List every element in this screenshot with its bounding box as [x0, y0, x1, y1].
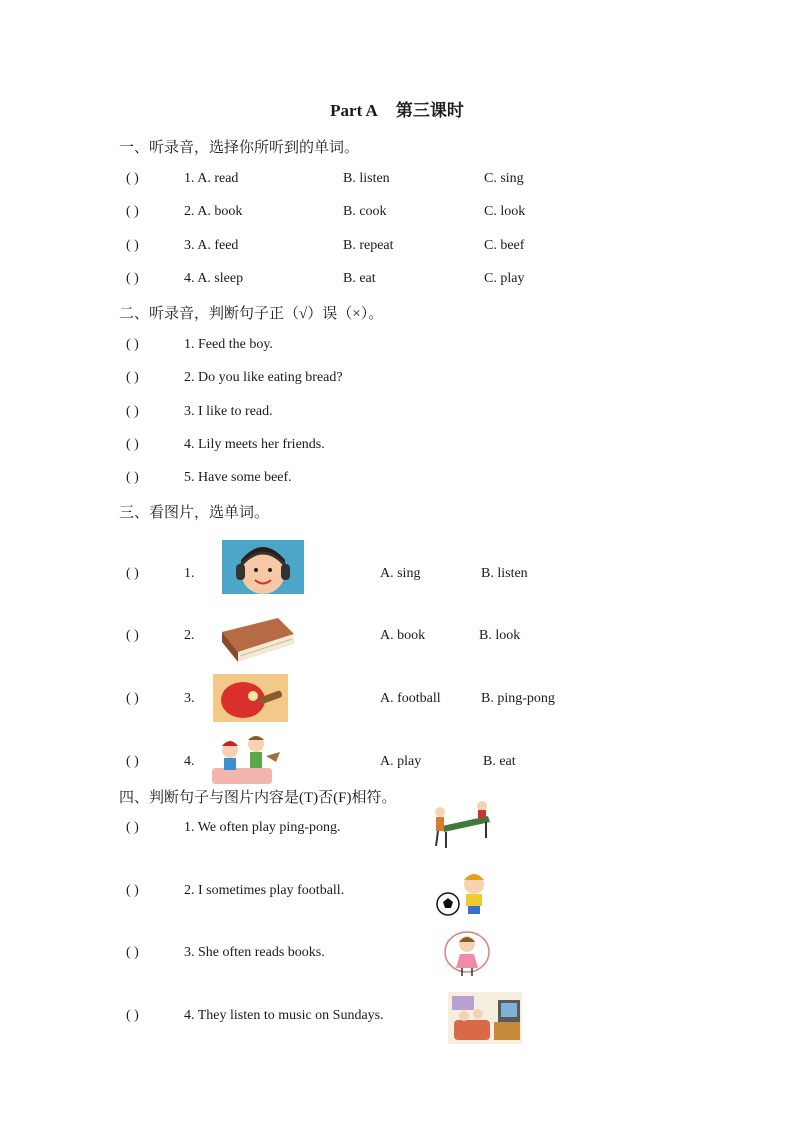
s1-q4-option-c: C. play — [484, 271, 525, 286]
girl-jump-rope-icon — [442, 930, 492, 980]
s1-question-3: ( ) 3. A. feed — [126, 238, 239, 253]
section-3-heading: 三、看图片，选单词。 — [119, 505, 270, 521]
ping-pong-paddle-icon — [213, 674, 288, 722]
s3-q1-option-b: B. listen — [481, 566, 528, 581]
s1-q2-option-c: C. look — [484, 204, 526, 219]
s1-question-4: ( ) 4. A. sleep — [126, 271, 244, 286]
s1-question-1: ( ) 1. A. read — [126, 171, 239, 186]
section-4-heading: 四、判断句子与图片内容是(T)否(F)相符。 — [119, 790, 397, 806]
ping-pong-table-icon — [430, 800, 492, 854]
s3-question-1: ( ) 1. — [126, 566, 195, 581]
s4-question-4: ( ) 4. They listen to music on Sundays. — [126, 1008, 384, 1023]
s1-q1-option-c: C. sing — [484, 171, 524, 186]
s1-q4-option-b: B. eat — [343, 271, 376, 286]
s1-question-2: ( ) 2. A. book — [126, 204, 243, 219]
section-1-heading: 一、听录音，选择你所听到的单词。 — [119, 140, 360, 156]
s3-q4-option-b: B. eat — [483, 754, 516, 769]
s3-question-4: ( ) 4. — [126, 754, 195, 769]
girl-headphones-icon — [222, 540, 304, 594]
s2-question-2: ( ) 2. Do you like eating bread? — [126, 370, 343, 385]
s3-q1-option-a: A. sing — [380, 566, 421, 581]
page-title: Part A 第三课时 — [330, 101, 464, 120]
s1-q2-option-b: B. cook — [343, 204, 387, 219]
s2-question-4: ( ) 4. Lily meets her friends. — [126, 437, 325, 452]
family-tv-icon — [448, 992, 522, 1044]
s2-question-1: ( ) 1. Feed the boy. — [126, 337, 273, 352]
s2-question-3: ( ) 3. I like to read. — [126, 404, 273, 419]
boy-football-icon — [434, 870, 492, 918]
s3-question-3: ( ) 3. — [126, 691, 195, 706]
s3-q2-option-a: A. book — [380, 628, 426, 643]
s3-q3-option-b: B. ping-pong — [481, 691, 555, 706]
s4-question-2: ( ) 2. I sometimes play football. — [126, 883, 345, 898]
s3-q3-option-a: A. football — [380, 691, 441, 706]
s1-q3-option-c: C. beef — [484, 238, 525, 253]
book-icon — [216, 612, 296, 664]
s2-question-5: ( ) 5. Have some beef. — [126, 470, 292, 485]
s3-q2-option-b: B. look — [479, 628, 521, 643]
s4-question-3: ( ) 3. She often reads books. — [126, 945, 325, 960]
s1-q3-option-b: B. repeat — [343, 238, 394, 253]
section-2-heading: 二、听录音，判断句子正（√）误（×）。 — [119, 306, 384, 322]
s1-q1-option-b: B. listen — [343, 171, 390, 186]
s4-question-1: ( ) 1. We often play ping-pong. — [126, 820, 341, 835]
s3-question-2: ( ) 2. — [126, 628, 195, 643]
s3-q4-option-a: A. play — [380, 754, 422, 769]
kids-playing-icon — [210, 732, 285, 784]
